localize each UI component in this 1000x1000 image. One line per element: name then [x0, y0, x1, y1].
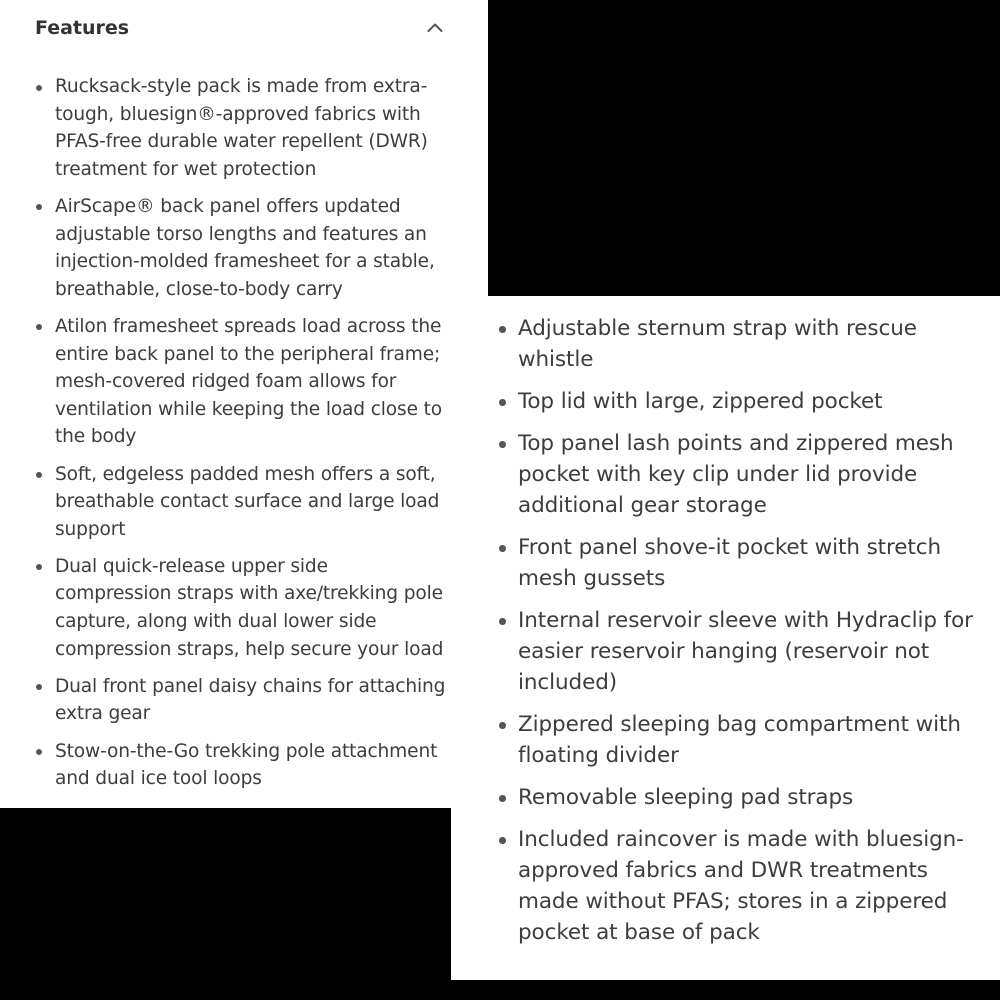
- feature-item: Dual front panel daisy chains for attaching extra gear: [35, 673, 455, 728]
- features-list-left: [35, 73, 455, 802]
- feature-item: Included raincover is made with bluesign- approved fabrics and DWR treatments made without PFAS; stores in a zippered pocket at base of pack: [498, 824, 978, 948]
- features-title: Features: [35, 17, 130, 39]
- collapse-button[interactable]: [425, 18, 445, 38]
- feature-item: Top panel lash points and zippered mesh pocket with key clip under lid provide additional gear storage: [498, 428, 978, 521]
- feature-item: Removable sleeping pad straps: [498, 782, 978, 813]
- features-section-header[interactable]: [35, 14, 445, 42]
- feature-item: Adjustable sternum strap with rescue whistle: [498, 313, 978, 375]
- feature-item: Top lid with large, zippered pocket: [498, 386, 978, 417]
- feature-item: Soft, edgeless padded mesh offers a soft, breathable contact surface and large load support: [35, 461, 455, 544]
- feature-item: Stow-on-the-Go trekking pole attachment and dual ice tool loops: [35, 738, 455, 793]
- features-panel-left: [0, 0, 488, 808]
- feature-item: AirScape® back panel offers updated adjustable torso lengths and features an injection-molded framesheet for a stable, breathable, close-to-body carry: [35, 193, 455, 303]
- features-panel-right: [451, 296, 1000, 980]
- feature-item: Front panel shove-it pocket with stretch mesh gussets: [498, 532, 978, 594]
- chevron-up-icon: [425, 18, 445, 38]
- feature-item: Zippered sleeping bag compartment with floating divider: [498, 709, 978, 771]
- features-list-right: [498, 313, 978, 959]
- feature-item: Atilon framesheet spreads load across the entire back panel to the peripheral frame; mesh-covered ridged foam allows for ventilation while keeping the load close to the body: [35, 313, 455, 451]
- feature-item: Dual quick-release upper side compression straps with axe/trekking pole capture, along with dual lower side compression straps, help secure your load: [35, 553, 455, 663]
- feature-item: Internal reservoir sleeve with Hydraclip for easier reservoir hanging (reservoir not included): [498, 605, 978, 698]
- feature-item: Rucksack-style pack is made from extra- tough, bluesign®-approved fabrics with PFAS-free durable water repellent (DWR) treatment for wet protection: [35, 73, 455, 183]
